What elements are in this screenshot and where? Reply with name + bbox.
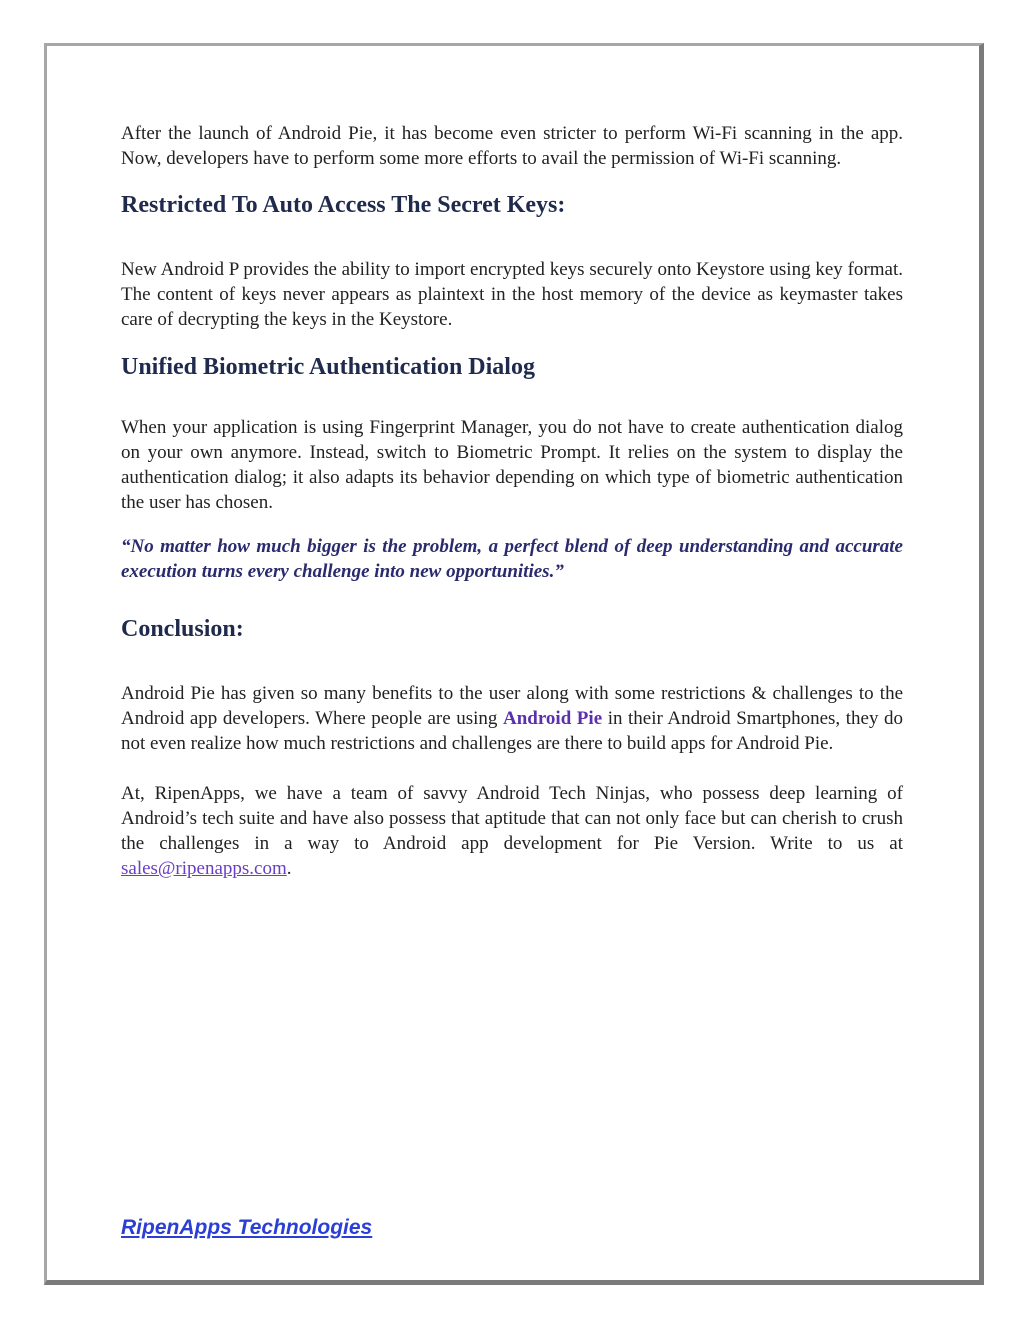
document-body xyxy=(121,121,903,881)
paragraph-biometric: When your application is using Fingerprint Manager, you do not have to create authentication dialog on your own anymore. Instead, switch to Biometric Prompt. It relies on the system to display the authentication dialog; it also adapts its behavior depending on which type of biometric authentication the user has chosen. xyxy=(121,417,903,513)
conclusion-2-period: . xyxy=(286,858,292,879)
email-link[interactable]: sales@ripenapps.com xyxy=(121,858,287,879)
paragraph-conclusion-2 xyxy=(121,781,903,881)
conclusion-2-text: At, RipenApps, we have a team of savvy Android Tech Ninjas, who possess deep learning of Android’s tech suite and have also possess that aptitude that can not only face but can cherish to crush the challenges in a way to Android app development for Pie Version. Write to us at xyxy=(121,783,903,854)
heading-biometric: Unified Biometric Authentication Dialog xyxy=(121,354,535,380)
android-pie-link[interactable]: Android Pie xyxy=(502,708,603,729)
paragraph-secret-keys: New Android P provides the ability to import encrypted keys securely onto Keystore using key format. The content of keys never appears as plaintext in the host memory of the device as keymaster takes care of decrypting the keys in the Keystore. xyxy=(121,259,903,330)
footer-company-name[interactable]: RipenApps Technologies xyxy=(121,1216,373,1239)
heading-conclusion: Conclusion: xyxy=(121,616,244,642)
heading-secret-keys: Restricted To Auto Access The Secret Keys: xyxy=(121,192,566,218)
quote: “No matter how much bigger is the problem, a perfect blend of deep understanding and accurate execution turns every challenge into new opportunities.” xyxy=(121,536,903,582)
conclusion-1-text-end: in their Android Smartphones, they do not even realize how much restrictions and challenges are there to build apps for Android Pie. xyxy=(121,708,903,754)
paragraph-intro: After the launch of Android Pie, it has become even stricter to perform Wi-Fi scanning in the app. Now, developers have to perform some more efforts to avail the permission of Wi-Fi scanning. xyxy=(121,123,903,169)
paragraph-conclusion-1 xyxy=(121,681,903,756)
conclusion-1-text: Android Pie has given so many benefits to the user along with some restrictions & challenges to the Android app developers. Where people are using xyxy=(121,683,903,729)
